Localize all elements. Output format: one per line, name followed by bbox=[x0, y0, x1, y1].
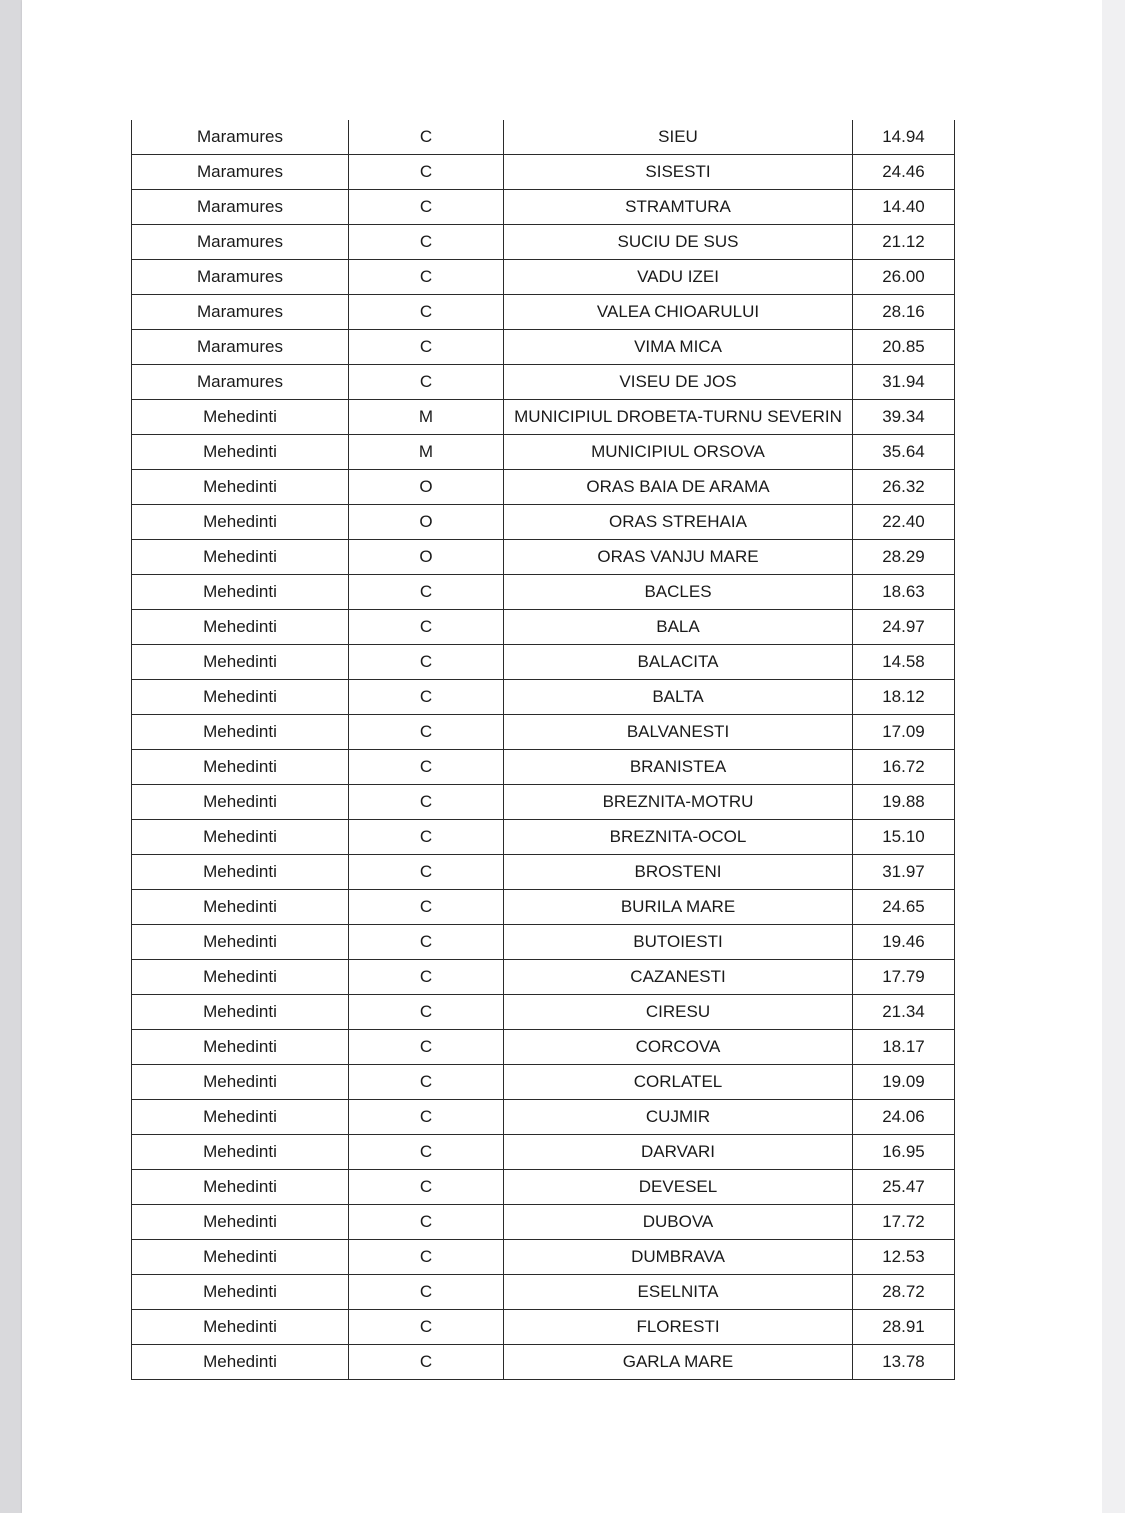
locality-cell: SISESTI bbox=[504, 155, 853, 190]
type-cell: C bbox=[349, 1275, 504, 1310]
value-cell: 26.32 bbox=[853, 470, 955, 505]
county-cell: Mehedinti bbox=[132, 785, 349, 820]
locality-cell: BREZNITA-OCOL bbox=[504, 820, 853, 855]
county-cell: Mehedinti bbox=[132, 890, 349, 925]
table-row bbox=[132, 330, 955, 365]
value-cell: 28.72 bbox=[853, 1275, 955, 1310]
county-cell: Mehedinti bbox=[132, 505, 349, 540]
county-cell: Maramures bbox=[132, 330, 349, 365]
county-cell: Mehedinti bbox=[132, 855, 349, 890]
type-cell: C bbox=[349, 575, 504, 610]
table-row bbox=[132, 1310, 955, 1345]
table-row bbox=[132, 855, 955, 890]
locality-cell: DUBOVA bbox=[504, 1205, 853, 1240]
value-cell: 31.94 bbox=[853, 365, 955, 400]
locality-cell: DARVARI bbox=[504, 1135, 853, 1170]
value-cell: 17.09 bbox=[853, 715, 955, 750]
value-cell: 14.58 bbox=[853, 645, 955, 680]
county-cell: Mehedinti bbox=[132, 925, 349, 960]
value-cell: 20.85 bbox=[853, 330, 955, 365]
table-row bbox=[132, 365, 955, 400]
type-cell: M bbox=[349, 400, 504, 435]
value-cell: 21.12 bbox=[853, 225, 955, 260]
county-cell: Mehedinti bbox=[132, 575, 349, 610]
table-row bbox=[132, 610, 955, 645]
county-cell: Maramures bbox=[132, 260, 349, 295]
locality-cell: BALACITA bbox=[504, 645, 853, 680]
county-cell: Mehedinti bbox=[132, 610, 349, 645]
type-cell: C bbox=[349, 1205, 504, 1240]
type-cell: C bbox=[349, 1310, 504, 1345]
table-row bbox=[132, 995, 955, 1030]
table-row bbox=[132, 120, 955, 155]
table-row bbox=[132, 1205, 955, 1240]
value-cell: 28.16 bbox=[853, 295, 955, 330]
county-cell: Maramures bbox=[132, 295, 349, 330]
county-cell: Mehedinti bbox=[132, 1310, 349, 1345]
table-row bbox=[132, 400, 955, 435]
locality-cell: CAZANESTI bbox=[504, 960, 853, 995]
locality-cell: BREZNITA-MOTRU bbox=[504, 785, 853, 820]
value-cell: 39.34 bbox=[853, 400, 955, 435]
county-cell: Mehedinti bbox=[132, 1170, 349, 1205]
county-cell: Mehedinti bbox=[132, 1240, 349, 1275]
county-cell: Mehedinti bbox=[132, 470, 349, 505]
table-row bbox=[132, 1345, 955, 1380]
table-row bbox=[132, 785, 955, 820]
county-cell: Mehedinti bbox=[132, 1205, 349, 1240]
type-cell: C bbox=[349, 330, 504, 365]
locality-cell: STRAMTURA bbox=[504, 190, 853, 225]
locality-cell: DEVESEL bbox=[504, 1170, 853, 1205]
type-cell: C bbox=[349, 1030, 504, 1065]
county-cell: Mehedinti bbox=[132, 540, 349, 575]
type-cell: C bbox=[349, 120, 504, 155]
county-cell: Mehedinti bbox=[132, 1275, 349, 1310]
value-cell: 16.95 bbox=[853, 1135, 955, 1170]
value-cell: 24.65 bbox=[853, 890, 955, 925]
value-cell: 15.10 bbox=[853, 820, 955, 855]
value-cell: 18.63 bbox=[853, 575, 955, 610]
county-cell: Mehedinti bbox=[132, 1030, 349, 1065]
locality-cell: SIEU bbox=[504, 120, 853, 155]
locality-cell: BROSTENI bbox=[504, 855, 853, 890]
county-cell: Mehedinti bbox=[132, 435, 349, 470]
type-cell: C bbox=[349, 1345, 504, 1380]
table-row bbox=[132, 225, 955, 260]
table-row bbox=[132, 680, 955, 715]
value-cell: 18.12 bbox=[853, 680, 955, 715]
table-row bbox=[132, 1065, 955, 1100]
county-cell: Maramures bbox=[132, 190, 349, 225]
locality-cell: VISEU DE JOS bbox=[504, 365, 853, 400]
table-row bbox=[132, 750, 955, 785]
table-row bbox=[132, 1100, 955, 1135]
type-cell: C bbox=[349, 680, 504, 715]
locality-cell: BALA bbox=[504, 610, 853, 645]
table-row bbox=[132, 890, 955, 925]
county-cell: Maramures bbox=[132, 120, 349, 155]
type-cell: C bbox=[349, 785, 504, 820]
value-cell: 14.94 bbox=[853, 120, 955, 155]
table-body bbox=[132, 120, 955, 1380]
locality-cell: ESELNITA bbox=[504, 1275, 853, 1310]
locality-cell: ORAS BAIA DE ARAMA bbox=[504, 470, 853, 505]
type-cell: C bbox=[349, 855, 504, 890]
county-cell: Maramures bbox=[132, 155, 349, 190]
value-cell: 26.00 bbox=[853, 260, 955, 295]
type-cell: C bbox=[349, 925, 504, 960]
table-row bbox=[132, 1240, 955, 1275]
value-cell: 18.17 bbox=[853, 1030, 955, 1065]
locality-cell: MUNICIPIUL ORSOVA bbox=[504, 435, 853, 470]
county-cell: Mehedinti bbox=[132, 1135, 349, 1170]
table-row bbox=[132, 435, 955, 470]
locality-cell: BUTOIESTI bbox=[504, 925, 853, 960]
table-row bbox=[132, 155, 955, 190]
value-cell: 28.91 bbox=[853, 1310, 955, 1345]
table-row bbox=[132, 295, 955, 330]
value-cell: 21.34 bbox=[853, 995, 955, 1030]
locality-cell: ORAS STREHAIA bbox=[504, 505, 853, 540]
value-cell: 12.53 bbox=[853, 1240, 955, 1275]
table-row bbox=[132, 470, 955, 505]
table-row bbox=[132, 1030, 955, 1065]
type-cell: C bbox=[349, 995, 504, 1030]
type-cell: C bbox=[349, 890, 504, 925]
value-cell: 19.88 bbox=[853, 785, 955, 820]
type-cell: C bbox=[349, 750, 504, 785]
county-cell: Mehedinti bbox=[132, 645, 349, 680]
value-cell: 19.46 bbox=[853, 925, 955, 960]
type-cell: C bbox=[349, 295, 504, 330]
table-row bbox=[132, 575, 955, 610]
county-cell: Mehedinti bbox=[132, 715, 349, 750]
type-cell: C bbox=[349, 1100, 504, 1135]
locality-cell: VALEA CHIOARULUI bbox=[504, 295, 853, 330]
locality-cell: CORCOVA bbox=[504, 1030, 853, 1065]
locality-cell: CUJMIR bbox=[504, 1100, 853, 1135]
type-cell: C bbox=[349, 1065, 504, 1100]
type-cell: C bbox=[349, 155, 504, 190]
locality-cell: VIMA MICA bbox=[504, 330, 853, 365]
type-cell: C bbox=[349, 820, 504, 855]
value-cell: 19.09 bbox=[853, 1065, 955, 1100]
data-table bbox=[131, 120, 955, 1380]
page-edge bbox=[1102, 0, 1125, 1513]
type-cell: C bbox=[349, 190, 504, 225]
table-row bbox=[132, 645, 955, 680]
table-row bbox=[132, 820, 955, 855]
value-cell: 35.64 bbox=[853, 435, 955, 470]
county-cell: Mehedinti bbox=[132, 1065, 349, 1100]
value-cell: 24.46 bbox=[853, 155, 955, 190]
type-cell: M bbox=[349, 435, 504, 470]
county-cell: Mehedinti bbox=[132, 960, 349, 995]
table-row bbox=[132, 960, 955, 995]
county-cell: Mehedinti bbox=[132, 995, 349, 1030]
type-cell: C bbox=[349, 1170, 504, 1205]
locality-cell: FLORESTI bbox=[504, 1310, 853, 1345]
type-cell: C bbox=[349, 715, 504, 750]
type-cell: C bbox=[349, 225, 504, 260]
type-cell: O bbox=[349, 540, 504, 575]
county-cell: Maramures bbox=[132, 225, 349, 260]
table-row bbox=[132, 505, 955, 540]
table-row bbox=[132, 540, 955, 575]
type-cell: C bbox=[349, 1135, 504, 1170]
county-cell: Mehedinti bbox=[132, 1100, 349, 1135]
value-cell: 31.97 bbox=[853, 855, 955, 890]
value-cell: 14.40 bbox=[853, 190, 955, 225]
locality-cell: DUMBRAVA bbox=[504, 1240, 853, 1275]
value-cell: 25.47 bbox=[853, 1170, 955, 1205]
table-row bbox=[132, 260, 955, 295]
locality-cell: GARLA MARE bbox=[504, 1345, 853, 1380]
table-row bbox=[132, 1170, 955, 1205]
value-cell: 16.72 bbox=[853, 750, 955, 785]
value-cell: 17.72 bbox=[853, 1205, 955, 1240]
table-row bbox=[132, 925, 955, 960]
type-cell: C bbox=[349, 610, 504, 645]
type-cell: C bbox=[349, 960, 504, 995]
table-row bbox=[132, 1275, 955, 1310]
table-row bbox=[132, 190, 955, 225]
county-cell: Mehedinti bbox=[132, 680, 349, 715]
locality-cell: BURILA MARE bbox=[504, 890, 853, 925]
county-cell: Mehedinti bbox=[132, 400, 349, 435]
locality-cell: VADU IZEI bbox=[504, 260, 853, 295]
locality-cell: BACLES bbox=[504, 575, 853, 610]
table-row bbox=[132, 1135, 955, 1170]
type-cell: C bbox=[349, 1240, 504, 1275]
county-cell: Mehedinti bbox=[132, 750, 349, 785]
locality-cell: CIRESU bbox=[504, 995, 853, 1030]
type-cell: C bbox=[349, 365, 504, 400]
value-cell: 24.97 bbox=[853, 610, 955, 645]
locality-cell: MUNICIPIUL DROBETA-TURNU SEVERIN bbox=[504, 400, 853, 435]
value-cell: 28.29 bbox=[853, 540, 955, 575]
table-row bbox=[132, 715, 955, 750]
county-cell: Mehedinti bbox=[132, 1345, 349, 1380]
county-cell: Mehedinti bbox=[132, 820, 349, 855]
value-cell: 13.78 bbox=[853, 1345, 955, 1380]
value-cell: 22.40 bbox=[853, 505, 955, 540]
locality-cell: ORAS VANJU MARE bbox=[504, 540, 853, 575]
type-cell: C bbox=[349, 645, 504, 680]
type-cell: O bbox=[349, 505, 504, 540]
county-cell: Maramures bbox=[132, 365, 349, 400]
type-cell: C bbox=[349, 260, 504, 295]
locality-cell: BALTA bbox=[504, 680, 853, 715]
locality-cell: BALVANESTI bbox=[504, 715, 853, 750]
locality-cell: CORLATEL bbox=[504, 1065, 853, 1100]
type-cell: O bbox=[349, 470, 504, 505]
locality-cell: SUCIU DE SUS bbox=[504, 225, 853, 260]
value-cell: 24.06 bbox=[853, 1100, 955, 1135]
locality-cell: BRANISTEA bbox=[504, 750, 853, 785]
value-cell: 17.79 bbox=[853, 960, 955, 995]
